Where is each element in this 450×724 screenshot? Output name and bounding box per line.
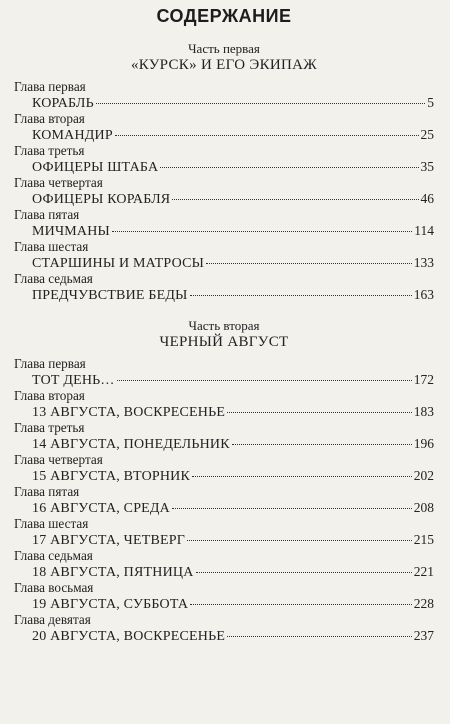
toc-entry[interactable] (14, 549, 434, 582)
chapter-label: Глава третья (14, 420, 85, 435)
dot-leader (115, 135, 419, 136)
dot-leader (227, 636, 412, 637)
chapter-label: Глава четвертая (14, 452, 103, 467)
part-heading: Часть вторая (188, 318, 260, 333)
page-number: 202 (413, 468, 434, 483)
chapter-label: Глава третья (14, 143, 85, 158)
chapter-label: Глава первая (14, 79, 86, 94)
toc-entry[interactable] (14, 112, 434, 145)
page-number: 221 (413, 564, 434, 579)
dot-leader (172, 508, 412, 509)
toc-entry[interactable] (14, 421, 434, 454)
dot-leader (227, 412, 412, 413)
page-number: 133 (413, 255, 434, 270)
page-number: 215 (413, 532, 434, 547)
chapter-label: Глава шестая (14, 239, 89, 254)
chapter-label: Глава пятая (14, 484, 80, 499)
chapter-label: Глава первая (14, 356, 86, 371)
toc-entry[interactable] (14, 144, 434, 177)
toc-entry[interactable] (14, 613, 434, 646)
chapter-title: 20 АВГУСТА, ВОСКРЕСЕНЬЕ (32, 629, 226, 644)
chapter-label: Глава вторая (14, 111, 85, 126)
toc-entry[interactable] (14, 389, 434, 422)
chapter-title: ПРЕДЧУВСТВИЕ БЕДЫ (32, 288, 188, 303)
toc-part (14, 318, 434, 646)
toc-entry[interactable] (14, 485, 434, 518)
part-spacer (14, 304, 434, 318)
toc-parts (14, 41, 434, 646)
dot-leader (192, 476, 412, 477)
toc-title: СОДЕРЖАНИЕ (156, 6, 292, 26)
toc-entry[interactable] (14, 517, 434, 550)
page-number: 183 (413, 404, 434, 419)
chapter-label: Глава пятая (14, 207, 80, 222)
page-number: 114 (414, 223, 434, 238)
chapter-label: Глава седьмая (14, 271, 93, 286)
chapter-label: Глава седьмая (14, 548, 93, 563)
chapter-title: 19 АВГУСТА, СУББОТА (32, 597, 189, 612)
chapter-row (14, 627, 434, 646)
dot-leader (232, 444, 412, 445)
toc-part (14, 41, 434, 305)
chapter-label: Глава девятая (14, 612, 91, 627)
chapter-title: 14 АВГУСТА, ПОНЕДЕЛЬНИК (32, 437, 230, 452)
toc-entry[interactable] (14, 208, 434, 241)
chapter-label: Глава четвертая (14, 175, 103, 190)
dot-leader (206, 263, 412, 264)
toc-entry[interactable] (14, 272, 434, 305)
page-number: 172 (413, 372, 434, 387)
chapter-title: ОФИЦЕРЫ КОРАБЛЯ (32, 192, 171, 207)
part-title: ЧЕРНЫЙ АВГУСТ (159, 334, 289, 350)
page-number: 196 (413, 436, 434, 451)
dot-leader (196, 572, 412, 573)
dot-leader (112, 231, 412, 232)
page-number: 5 (427, 95, 434, 110)
chapter-title: МИЧМАНЫ (32, 224, 110, 239)
dot-leader (160, 167, 418, 168)
toc-entry[interactable] (14, 453, 434, 486)
toc-entry[interactable] (14, 240, 434, 273)
page-number: 163 (413, 287, 434, 302)
toc-entry[interactable] (14, 357, 434, 390)
chapter-title: 13 АВГУСТА, ВОСКРЕСЕНЬЕ (32, 405, 226, 420)
dot-leader (190, 295, 412, 296)
toc-entry[interactable] (14, 80, 434, 113)
chapter-title: ОФИЦЕРЫ ШТАБА (32, 160, 159, 175)
chapter-title: 15 АВГУСТА, ВТОРНИК (32, 469, 191, 484)
chapter-title: 17 АВГУСТА, ЧЕТВЕРГ (32, 533, 186, 548)
dot-leader (96, 103, 425, 104)
chapter-title: КОМАНДИР (32, 128, 113, 143)
chapter-label: Глава шестая (14, 516, 89, 531)
page-number: 35 (420, 159, 434, 174)
page-number: 208 (413, 500, 434, 515)
dot-leader (187, 540, 412, 541)
chapter-title: 16 АВГУСТА, СРЕДА (32, 501, 170, 516)
page-number: 237 (413, 628, 434, 643)
page-number: 25 (420, 127, 434, 142)
dot-leader (172, 199, 418, 200)
chapter-title: ТОТ ДЕНЬ… (32, 373, 115, 388)
part-title: «КУРСК» И ЕГО ЭКИПАЖ (130, 57, 318, 73)
part-heading: Часть первая (188, 41, 260, 56)
page-number: 46 (420, 191, 434, 206)
chapter-title: 18 АВГУСТА, ПЯТНИЦА (32, 565, 194, 580)
chapter-title: КОРАБЛЬ (32, 96, 94, 111)
chapter-title: СТАРШИНЫ И МАТРОСЫ (32, 256, 205, 271)
chapter-row (14, 286, 434, 305)
toc-entry[interactable] (14, 581, 434, 614)
dot-leader (190, 604, 412, 605)
chapter-label: Глава вторая (14, 388, 85, 403)
dot-leader (117, 380, 412, 381)
toc-entry[interactable] (14, 176, 434, 209)
page-number: 228 (413, 596, 434, 611)
chapter-label: Глава восьмая (14, 580, 94, 595)
